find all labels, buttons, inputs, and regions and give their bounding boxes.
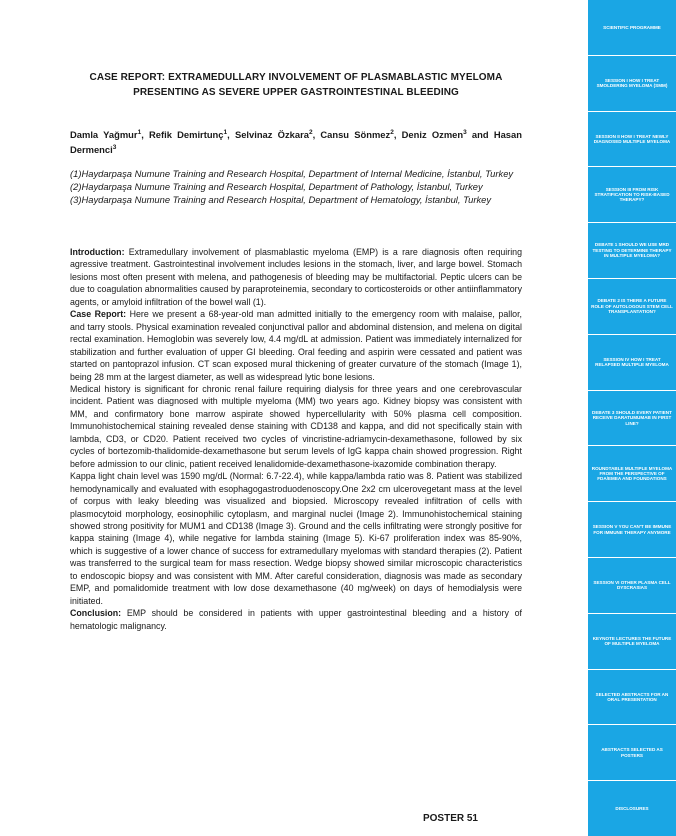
affiliation-line: (3)Haydarpaşa Numune Training and Research Hospital, Department of Hematology, İstanbul, Turkey <box>70 194 492 206</box>
author-name: Hasan Dermenci <box>70 129 522 156</box>
author-affiliation-marker: 2 <box>308 129 313 136</box>
sidebar-nav-item[interactable] <box>588 614 676 670</box>
abstract-paragraph <box>70 470 522 607</box>
abstract-paragraph <box>70 246 522 308</box>
sidebar-nav-item[interactable] <box>588 167 676 223</box>
paragraph-heading: Conclusion: <box>70 608 122 619</box>
sidebar-nav-label: ROUNDTABLE MULTIPLE MYELOMA FROM THE PERSPECTIVE OF FDA/EMEA AND FOUNDATIONS <box>591 465 673 482</box>
sidebar-nav-item[interactable] <box>588 446 676 502</box>
sidebar-nav-item[interactable] <box>588 781 676 836</box>
abstract-body <box>70 246 522 632</box>
sidebar-nav-label: SCIENTIFIC PROGRAMME <box>603 24 661 30</box>
sidebar-nav-item[interactable] <box>588 223 676 279</box>
paragraph-text: EMP should be considered in patients with upper gastrointestinal bleeding and a history of hematologic malignancy. <box>70 608 522 631</box>
sidebar-nav-item[interactable] <box>588 502 676 558</box>
sidebar-nav-item[interactable] <box>588 56 676 112</box>
author-name: Damla Yağmur <box>70 129 138 141</box>
author-name: Deniz Ozmen <box>401 129 464 141</box>
poster-number: POSTER 51 <box>422 813 478 824</box>
sidebar-nav-label: ABSTRACTS SELECTED AS POSTERS <box>601 747 663 758</box>
paragraph-heading: Case Report: <box>70 309 127 320</box>
author-name: Selvinaz Özkara <box>234 129 309 141</box>
sidebar-nav-label: DEBATE 3 SHOULD EVERY PATIENT RECEIVE DARATUMUMAB IN FIRST LINE? <box>592 409 672 426</box>
paragraph-text: Medical history is significant for chronic renal failure requiring dialysis for three years and one cerebrovascular incident. Patient was diagnosed with multiple myeloma (MM) two years ago. Kidney biopsy was consistent with MM, and confirmatory bone marrow aspirate showed hypercellularity with 50% plasma cell composition. Immunohistochemical staining revealed dense staining with CD138 and kappa, and did not specifically stain with lambda, CD3, or CD20. Patient received two cycles of vincristine-adriamycin-dexamethasone, followed by six cycles of bortezomib-thalidomide-dexamethasone but serum levels of IgG kappa chain showed progression. Right before admission to our clinic, patient received lenalidomide-dexamethasone-ixazomide combination therapy. <box>70 383 522 469</box>
sidebar-nav-label: SESSION IV HOW I TREAT RELAPSED MULTIPLE MYELOMA <box>595 356 669 368</box>
affiliation-line: (1)Haydarpaşa Numune Training and Research Hospital, Department of Internal Medicine, İstanbul, Turkey <box>70 168 514 179</box>
author-name: Cansu Sönmez <box>320 129 391 141</box>
affiliation-list <box>70 167 530 207</box>
author-separator: and <box>466 129 494 141</box>
sidebar-nav-label: DISCLOSURES <box>615 805 649 811</box>
author-separator: , <box>312 129 321 141</box>
sidebar-nav-label: KEYNOTE LECTURES THE FUTURE OF MULTIPLE MYELOMA <box>592 635 672 647</box>
sidebar-nav-label: SESSION VI OTHER PLASMA CELL DYSCRASIAS <box>593 579 671 591</box>
author-affiliation-marker: 1 <box>223 129 228 136</box>
paragraph-text: Kappa light chain level was 1590 mg/dL (Normal: 6.7-22.4), while kappa/lambda ratio was 8. Patient was stabilized hemodynamically and evaluated with esophagogastroduodenoscopy.One 2x2 cm ulcerovegetant mass at the level of corpus with leaky bleeding was visualized and biopsied. Microscopy revealed infiltration of cells with plasmocytoid morphology, eosinophilic cytoplasm, and marginal nuclei (Image 2). Immunohistochemical staining showed strong positivity for MUM1 and CD138 (Image 3). Ground and the cells infiltrating were strongly positive for kappa staining (Image 4), while negative for lambda staining (Image 5). Ki-67 proliferation index was 85-90%, which is suggestive of a lower chance of success for extramedullary myelomas with standard therapies (2). Patient was transferred to the surgical team for mass resection. Wedge biopsy showed similar microscopic characteristics to endoscopic biopsy and was consistent with MM. After careful consideration, diagnosis was made as secondary EMP, and pomalidomide treatment with low dose dexamethasone (40 mg/week) on days of hemodialysis were initiated. <box>70 471 522 606</box>
sidebar-nav-item[interactable] <box>588 112 676 168</box>
abstract-paragraph <box>70 308 522 383</box>
author-affiliation-marker: 1 <box>137 129 142 136</box>
author-affiliation-marker: 3 <box>463 129 467 136</box>
author-name: Refik Demirtunç <box>149 129 224 141</box>
affiliation-line: (2)Haydarpaşa Numune Training and Research Hospital, Department of Pathology, İstanbul, Turkey <box>70 181 483 193</box>
document-title: CASE REPORT: EXTRAMEDULLARY INVOLVEMENT OF PLASMABLASTIC MYELOMA PRESENTING AS SEVERE UPPER GASTROINTESTINAL BLEEDING <box>89 72 503 98</box>
abstract-paragraph <box>70 383 522 470</box>
sidebar-nav-item[interactable] <box>588 558 676 614</box>
sidebar-nav-item[interactable] <box>588 279 676 335</box>
author-affiliation-marker: 2 <box>390 129 394 136</box>
sidebar-nav-item[interactable] <box>588 725 676 781</box>
sidebar-nav-label: SESSION III FROM RISK STRATIFICATION TO RISK-BASED THERAPY? <box>594 186 670 203</box>
author-list <box>70 126 522 156</box>
sidebar-nav-label: SESSION I HOW I TREAT SMOLDERING MYELOMA (SMM) <box>596 77 668 89</box>
sidebar-nav-label: DEBATE 1 SHOULD WE USE MRD TESTING TO DETERMINE THERAPY IN MULTIPLE MYELOMA? <box>592 242 672 259</box>
sidebar-nav-item[interactable] <box>588 0 676 56</box>
sidebar-nav-item[interactable] <box>588 670 676 726</box>
abstract-paragraph <box>70 607 522 632</box>
sidebar-nav-label: DEBATE 2 IS THERE A FUTURE ROLE OF AUTOLOGOUS STEM CELL TRANSPLANTATION? <box>591 298 673 315</box>
author-separator: , <box>393 129 402 141</box>
sidebar-nav-label: SELECTED ABSTRACTS FOR AN ORAL PRESENTATION <box>595 691 669 702</box>
sidebar-nav-item[interactable] <box>588 391 676 447</box>
paragraph-text: Here we present a 68-year-old man admitted initially to the emergency room with malaise, pallor, and tarry stools. Physical examination revealed conjunctival pallor and abdominal distension, and melena on digital rectal examination. Hemoglobin was severely low, 4.4 mg/dL at admission. Patient was immediately internalized for stabilization and further evaluation of upper GI bleeding. Oral feeding and aspirin were cessated and patient was started on pantoprazol infusion. CT scan exposed mural thickening of greater curvature of the stomach (Image 1), being 28 mm at the largest diameter, as well as widespread lytic bone lesions. <box>70 309 522 382</box>
sidebar-nav-label: SESSION V YOU CAN'T BE IMMUNE FOR IMMUNE THERAPY ANYMORE <box>592 524 672 535</box>
sidebar-nav-item[interactable] <box>588 335 676 391</box>
sidebar-nav-label: SESSION II HOW I TREAT NEWLY DIAGNOSED MULTIPLE MYELOMA <box>593 133 671 144</box>
paragraph-text: Extramedullary involvement of plasmablastic myeloma (EMP) is a rare diagnosis often requiring agressive treatment. Gastrointestinal involvement includes lesions in the stomach, liver, and large bowel. Stomach lesions most often present with melena, and pathogenesis of bleeding may be multifactorial. Peptic ulcers can be due to coagulation abnormalities caused by paraproteinemia, secondary to corticosteroids or other antiinflammatory agents, or amyloid infiltration of the bowel wall (1). <box>70 247 522 307</box>
section-navigation-sidebar <box>588 0 676 836</box>
author-separator: , <box>227 129 235 141</box>
author-separator: , <box>141 129 149 141</box>
paragraph-heading: Introduction: <box>70 247 125 257</box>
author-affiliation-marker: 3 <box>112 144 117 152</box>
